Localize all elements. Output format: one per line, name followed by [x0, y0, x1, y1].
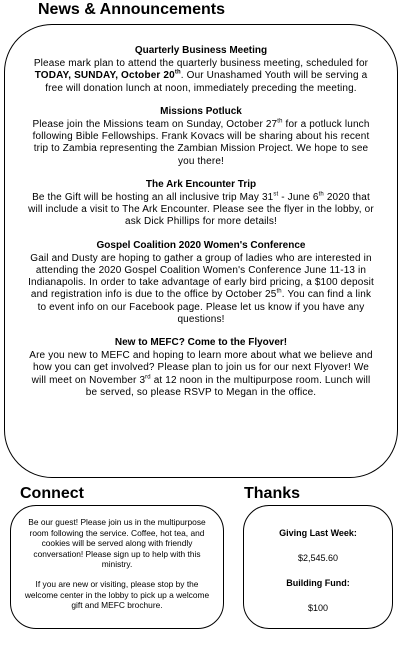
article-womens-conference	[27, 240, 375, 326]
news-box	[4, 24, 398, 478]
article-body: Gail and Dusty are hoping to gather a group of ladies who are interested in attending the 2020 Gospel Coalition Women's Conference June 11-13 in Indianapolis. In order to take advantage of early bird pricing, a $100 deposit and registration info is due to the office by October 25th. You can find a link to event info on our Facebook page. Please let us know if you have any questions!	[28, 252, 374, 325]
giving-label: Giving Last Week:	[279, 528, 357, 538]
article-title: New to MEFC? Come to the Flyover!	[114, 337, 288, 349]
article-body: Please join the Missions team on Sunday, October 27th for a potluck lunch following Bible Fellowships. Frank Kovacs will be sharing about his recent trip to Zambia representing the Zambian Mission Project. We hope to see you there!	[32, 118, 370, 167]
giving-value: $2,545.60	[297, 553, 339, 563]
article-body: Are you new to MEFC and hoping to learn more about what we believe and how you can get involved? Please plan to join us for our next Flyover! We will meet on November 3rd at 12 noon in the multipurpose room. Lunch will be served, so please RSVP to Megan in the office.	[29, 350, 373, 398]
building-fund-value: $100	[307, 603, 329, 613]
article-business-meeting	[27, 45, 375, 95]
connect-paragraph: Be our guest! Please join us in the multipurpose room following the service. Coffee, hot tea, and cookies will be served along with friendly conversation! Please sign up to help with this ministry.	[28, 517, 206, 570]
article-body: Please mark plan to attend the quarterly business meeting, scheduled for TODAY, SUNDAY, October 20th. Our Unashamed Youth will be serving a free will donation lunch at noon, immediately preceding the meeting.	[33, 58, 369, 94]
article-title: Gospel Coalition 2020 Women's Conference	[96, 239, 306, 251]
thanks-heading: Thanks	[244, 485, 301, 502]
connect-heading: Connect	[20, 485, 84, 502]
connect-box	[10, 505, 224, 629]
article-ark-encounter	[27, 179, 375, 229]
article-missions-potluck	[27, 106, 375, 168]
article-title: Quarterly Business Meeting	[134, 45, 268, 56]
building-fund-label: Building Fund:	[286, 578, 350, 588]
news-heading: News & Announcements	[38, 1, 225, 18]
thanks-box	[243, 505, 393, 629]
article-flyover	[27, 337, 375, 399]
connect-paragraph: If you are new or visiting, please stop by the welcome center in the lobby to pick up a welcome gift and MEFC brochure.	[24, 578, 210, 611]
article-title: Missions Potluck	[160, 105, 242, 117]
article-body: Be the Gift will be hosting an all inclusive trip May 31st - June 6th 2020 that will include a visit to The Ark Encounter. Please see the flyer in the lobby, or ask Dick Phillips for more details!	[28, 191, 374, 228]
article-title: The Ark Encounter Trip	[145, 178, 257, 190]
